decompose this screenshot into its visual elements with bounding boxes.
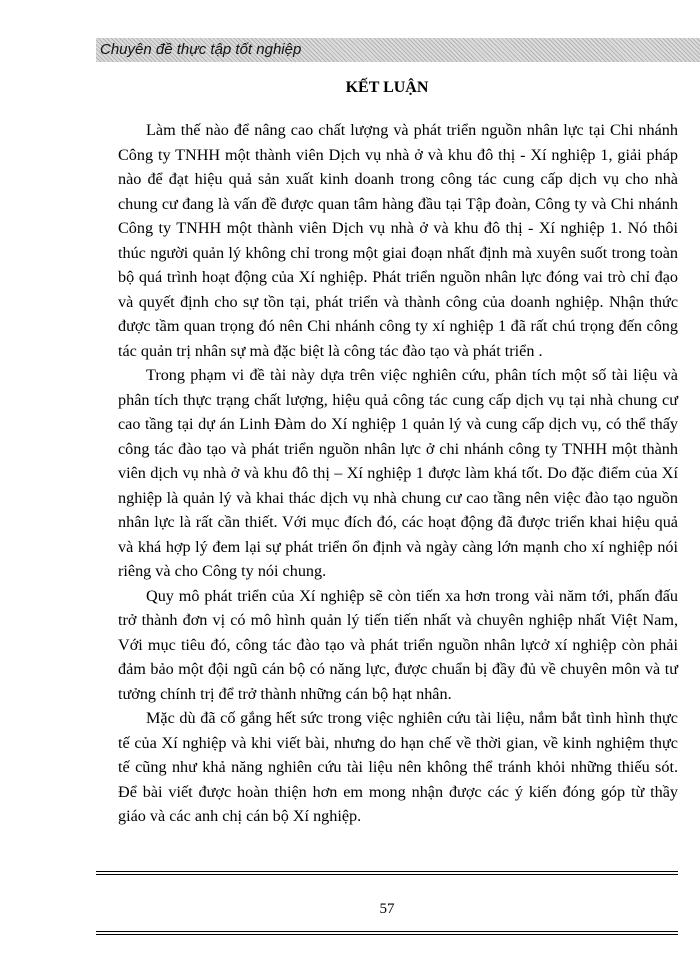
page-number: 57 <box>379 901 395 917</box>
paragraph-4: Mặc dù đã cố gắng hết sức trong việc nghiên cứu tài liệu, nắm bắt tình hình thực tế của Xí nghiệp và khi viết bài, nhưng do hạn chế về thời gian, về kinh nghiệm thực tế cũng như khả năng nghiên cứu tài liệu nên không thể tránh khỏi những thiếu sót. Để bài viết được hoàn thiện hơn em mong nhận được các ý kiến đóng góp từ thầy giáo và các anh chị cán bộ Xí nghiệp. <box>118 709 678 825</box>
running-header: Chuyên đề thực tập tốt nghiệp <box>100 41 302 58</box>
footer-rule-bottom <box>96 931 678 932</box>
footer-rule-top <box>96 871 678 872</box>
document-body <box>118 118 678 829</box>
paragraph-2: Trong phạm vi đề tài này dựa trên việc nghiên cứu, phân tích một số tài liệu và phân tích thực trạng chất lượng, hiệu quả công tác cung cấp dịch vụ tại nhà chung cư cao tầng tại dự án Linh Đàm do Xí nghiệp 1 quản lý và cung cấp dịch vụ, có thể thấy công tác đào tạo và phát triển nguồn nhân lực ở chi nhánh công ty TNHH một thành viên dịch vụ nhà ở và khu đô thị – Xí nghiệp 1 được làm khá tốt. Do đặc điểm của Xí nghiệp là quản lý và khai thác dịch vụ nhà chung cư cao tầng nên việc đào tạo nguồn nhân lực là rất cần thiết. Với mục đích đó, các hoạt động đã được triển khai hiệu quả và khá hợp lý đem lại sự phát triển ổn định và ngày càng lớn mạnh cho xí nghiệp nói riêng và cho Công ty nói chung. <box>118 366 678 580</box>
page-title: KẾT LUẬN <box>345 79 429 96</box>
footer-rule-top-inner <box>96 874 678 875</box>
paragraph-3: Quy mô phát triển của Xí nghiệp sẽ còn tiến xa hơn trong vài năm tới, phấn đấu trở thành đơn vị có mô hình quản lý tiến tiến nhất và chuyên nghiệp nhất Việt Nam, Với mục tiêu đó, công tác đào tạo và phát triển nguồn nhân lựcở xí nghiệp còn phải đảm bảo một đội ngũ cán bộ có năng lực, được chuẩn bị đầy đủ về chuyên môn và tư tưởng chính trị để trở thành những cán bộ hạt nhân. <box>118 586 678 703</box>
paragraph-1: Làm thế nào để nâng cao chất lượng và phát triển nguồn nhân lực tại Chi nhánh Công ty TNHH một thành viên Dịch vụ nhà ở và khu đô thị - Xí nghiệp 1, giải pháp nào để đạt hiệu quả sản xuất kinh doanh trong công tác cung cấp dịch vụ cho nhà chung cư đang là vấn đề được quan tâm hàng đầu tại Tập đoàn, Công ty và Chi nhánh Công ty TNHH một thành viên Dịch vụ nhà ở và khu đô thị - Xí nghiệp 1. Nó thôi thúc người quản lý không chỉ trong một giai đoạn nhất định mà xuyên suốt trong toàn bộ quá trình hoạt động của Xí nghiệp. Phát triển nguồn nhân lực đóng vai trò chỉ đạo và quyết định cho sự tồn tại, phát triển và thành công của doanh nghiệp. Nhận thức được tầm quan trọng đó nên Chi nhánh công ty xí nghiệp 1 đã rất chú trọng đến công tác quản trị nhân sự mà đặc biệt là công tác đào tạo và phát triển . <box>118 121 678 360</box>
footer-rule-bottom-inner <box>96 934 678 935</box>
